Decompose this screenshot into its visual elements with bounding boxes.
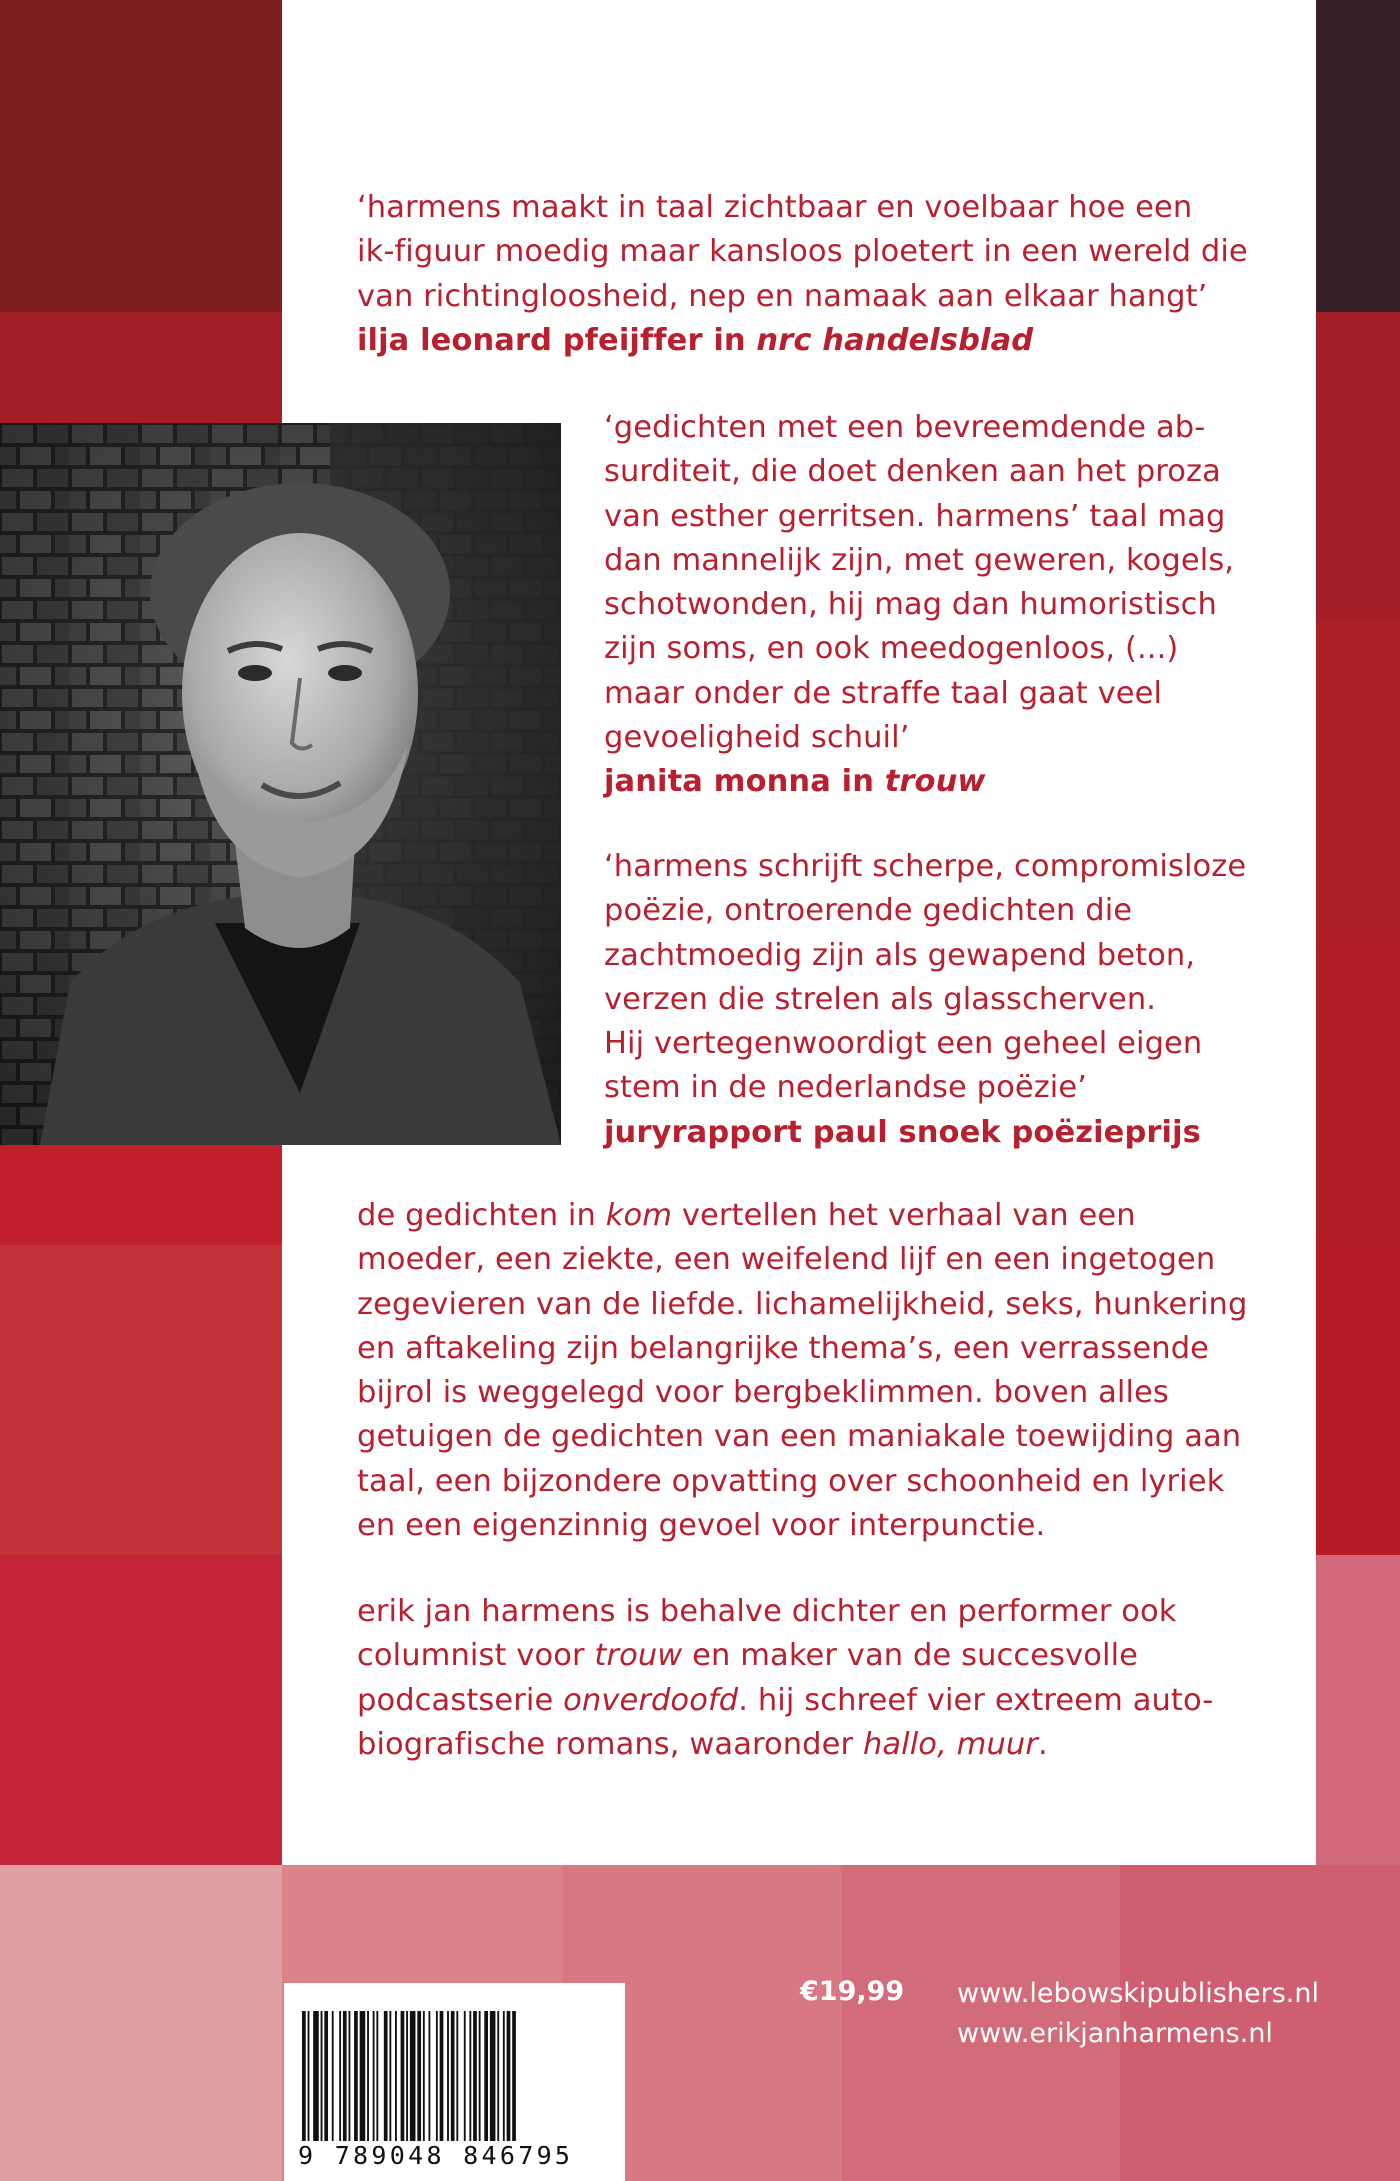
- author-bio: [357, 1590, 1213, 1767]
- barcode-box: [284, 1983, 625, 2181]
- bg-block: [0, 1865, 282, 2181]
- author-portrait-photo: [0, 423, 561, 1145]
- quote-1: [357, 186, 1248, 363]
- blurb-line: moeder, een ziekte, een weifelend lijf en een ingetogen: [357, 1242, 1216, 1278]
- barcode-bar: [343, 2011, 347, 2141]
- bio-em: hallo, muur: [862, 1726, 1038, 1762]
- barcode-bar: [473, 2011, 477, 2141]
- bio-text: .: [1037, 1726, 1048, 1762]
- blurb-line: getuigen de gedichten van een maniakale toewijding aan: [357, 1419, 1242, 1455]
- barcode-bar: [349, 2011, 351, 2141]
- price: €19,99: [800, 1976, 905, 2007]
- quote-line: dan mannelijk zijn, met geweren, kogels,: [604, 542, 1235, 578]
- attribution-name: ilja leonard pfeijffer in: [357, 322, 746, 358]
- blurb-line: taal, een bijzondere opvatting over schoonheid en lyriek: [357, 1463, 1225, 1499]
- bg-block: [1316, 1555, 1400, 1865]
- bg-block: [1316, 622, 1400, 932]
- bg-block: [0, 1245, 282, 1555]
- barcode-bar: [354, 2011, 358, 2141]
- bio-text: . hij schreef vier extreem auto-: [738, 1682, 1214, 1718]
- bg-block: [0, 1145, 282, 1245]
- publisher-url[interactable]: www.lebowskipublishers.nl: [957, 1978, 1319, 2009]
- blurb-text: de gedichten in: [357, 1198, 606, 1233]
- barcode-bar: [308, 2011, 310, 2141]
- barcode-bar: [324, 2011, 328, 2141]
- bio-em: trouw: [594, 1638, 683, 1674]
- quote-line: gevoeligheid schuil’: [604, 720, 910, 756]
- barcode-bar: [490, 2011, 496, 2141]
- barcode-bar: [321, 2011, 323, 2141]
- barcode-bar: [373, 2011, 375, 2141]
- barcode-bar: [469, 2011, 471, 2141]
- blurb-line: zegevieren van de liefde. lichamelijkheid, seks, hunkering: [357, 1286, 1248, 1322]
- barcode-bar: [484, 2011, 488, 2141]
- author-url[interactable]: www.erikjanharmens.nl: [957, 2018, 1273, 2049]
- barcode-bar: [367, 2011, 369, 2141]
- bio-line: erik jan harmens is behalve dichter en performer ook: [357, 1594, 1177, 1629]
- bio-text: podcastserie: [357, 1682, 564, 1718]
- bg-block: [0, 312, 282, 423]
- barcode-bar: [401, 2011, 405, 2141]
- barcode-bar: [464, 2011, 466, 2141]
- book-title: kom: [605, 1198, 673, 1233]
- bg-block: [1316, 1245, 1400, 1555]
- barcode-bar: [417, 2011, 421, 2141]
- barcode-bar: [395, 2011, 397, 2141]
- quote-line: ‘harmens maakt in taal zichtbaar en voelbaar hoe een: [357, 190, 1193, 225]
- barcode-bar: [497, 2011, 499, 2141]
- barcode-bar: [360, 2011, 366, 2141]
- quote-attribution: [604, 760, 1234, 804]
- barcode-bar: [376, 2011, 378, 2141]
- quote-line: zachtmoedig zijn als gewapend beton,: [604, 937, 1196, 973]
- attribution-source: nrc handelsblad: [756, 322, 1034, 358]
- quote-line: verzen die strelen als glasscherven.: [604, 981, 1157, 1017]
- blurb-text: vertellen het verhaal van een: [672, 1198, 1136, 1233]
- quote-2: [604, 406, 1234, 805]
- barcode-bar: [423, 2011, 425, 2141]
- quote-attribution: juryrapport paul snoek poëzieprijs: [604, 1114, 1201, 1150]
- bio-em: onverdoofd: [563, 1682, 739, 1718]
- barcode-bar: [384, 2011, 388, 2141]
- barcode-bar: [507, 2011, 511, 2141]
- blurb-line: en een eigenzinnig gevoel voor interpunctie.: [357, 1508, 1046, 1544]
- barcode-bar: [389, 2011, 391, 2141]
- barcode-bar: [302, 2011, 306, 2141]
- book-blurb: [357, 1194, 1247, 1548]
- bio-line: [357, 1679, 1213, 1723]
- quote-3: [604, 845, 1246, 1155]
- barcode-bar: [313, 2011, 319, 2141]
- quote-line: poëzie, ontroerende gedichten die: [604, 893, 1133, 929]
- portrait-icon: [0, 423, 561, 1145]
- quote-line: ‘gedichten met een bevreemdende ab-: [604, 410, 1206, 445]
- barcode-bar: [512, 2011, 516, 2141]
- blurb-line: en aftakeling zijn belangrijke thema’s, een verrassende: [357, 1330, 1210, 1366]
- bg-block: [0, 1555, 282, 1865]
- barcode-bar: [440, 2011, 444, 2141]
- quote-line: zijn soms, en ook meedogenloos, (...): [604, 631, 1179, 667]
- bg-block: [1316, 0, 1400, 312]
- barcode-bar: [503, 2011, 505, 2141]
- attribution-source: trouw: [884, 764, 986, 800]
- quote-line: stem in de nederlandse poëzie’: [604, 1070, 1088, 1106]
- blurb-line: bijrol is weggelegd voor bergbeklimmen. boven alles: [357, 1375, 1169, 1411]
- quote-line: schotwonden, hij mag dan humoristisch: [604, 587, 1217, 623]
- quote-line: ik-figuur moedig maar kansloos ploetert in een wereld die: [357, 234, 1248, 270]
- bg-block: [1316, 932, 1400, 1245]
- quote-line: ‘harmens schrijft scherpe, compromisloze: [604, 849, 1247, 884]
- bio-text: biografische romans, waaronder: [357, 1726, 863, 1762]
- barcode-bar: [479, 2011, 481, 2141]
- bg-block: [0, 0, 282, 312]
- isbn-number: 9 789048 846795: [298, 2141, 574, 2170]
- barcode-bar: [428, 2011, 430, 2141]
- quote-attribution: [357, 319, 1248, 363]
- barcode-bar: [406, 2011, 408, 2141]
- quote-line: van esther gerritsen. harmens’ taal mag: [604, 498, 1226, 534]
- blurb-line: [357, 1194, 1247, 1238]
- quote-line: van richtingloosheid, nep en namaak aan elkaar hangt’: [357, 278, 1208, 314]
- barcode-icon: [302, 2011, 602, 2141]
- bg-block: [1316, 312, 1400, 622]
- bio-text: en maker van de succesvolle: [682, 1638, 1139, 1674]
- quote-line: surditeit, die doet denken aan het proza: [604, 454, 1221, 490]
- quote-line: Hij vertegenwoordigt een geheel eigen: [604, 1026, 1203, 1062]
- barcode-bar: [451, 2011, 455, 2141]
- quote-line: maar onder de straffe taal gaat veel: [604, 675, 1163, 711]
- barcode-bar: [436, 2011, 438, 2141]
- website-urls: [957, 1974, 1319, 2054]
- barcode-bar: [332, 2011, 334, 2141]
- attribution-name: janita monna in: [604, 764, 875, 800]
- bio-line: [357, 1723, 1213, 1767]
- barcode-bar: [447, 2011, 449, 2141]
- barcode-bar: [410, 2011, 416, 2141]
- barcode-bar: [456, 2011, 458, 2141]
- bio-line: [357, 1634, 1213, 1678]
- barcode-bar: [339, 2011, 341, 2141]
- bio-text: columnist voor: [357, 1638, 595, 1674]
